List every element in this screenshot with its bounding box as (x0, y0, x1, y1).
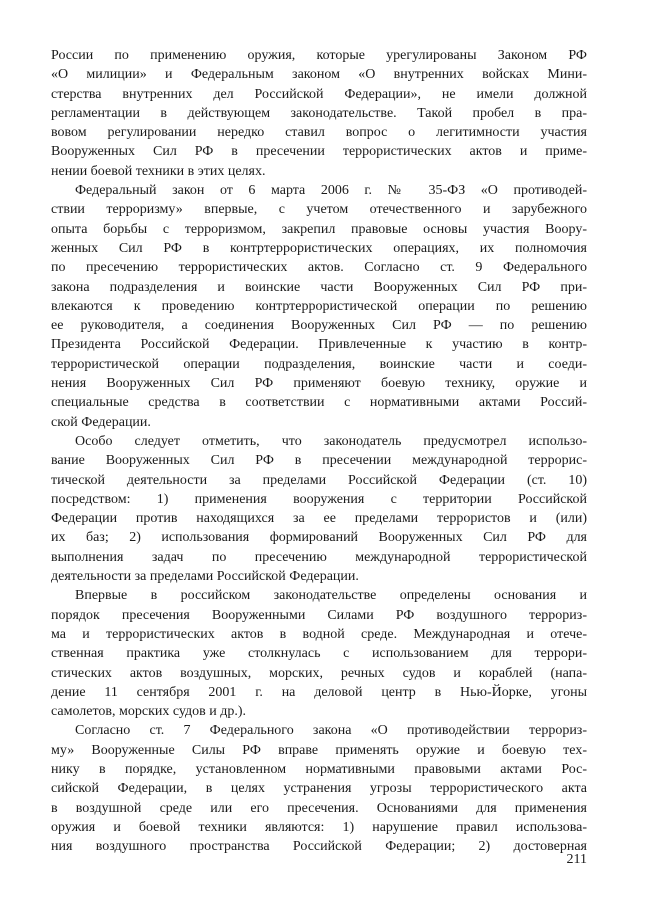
text-line: террористической операции подразделения, воинские части и соеди- (51, 356, 587, 372)
text-line: выполнения задач по пресечению международной террористической (51, 549, 587, 565)
text-line: Федерации против находящихся за ее пределами террористов и (или) (51, 511, 587, 527)
paragraph (51, 586, 587, 721)
text-line: Особо следует отметить, что законодатель предусмотрел использо- (75, 433, 587, 449)
text-line: вовом регулировании нередко ставил вопрос о легитимности участия (51, 125, 587, 141)
text-line: ской Федерации. (51, 414, 151, 430)
text-line: Вооруженных Сил РФ в пресечении террористических актов и приме- (51, 144, 587, 160)
paragraph (51, 721, 587, 856)
text-line: нику в порядке, установленном нормативными правовыми актами Рос- (51, 761, 587, 777)
text-line: их баз; 2) использования формирований Вооруженных Сил РФ для (51, 530, 587, 546)
text-line: тической деятельности за пределами Российской Федерации (ст. 10) (51, 472, 587, 488)
text-line: «О милиции» и Федеральным законом «О внутренних войсках Мини- (51, 67, 587, 83)
paragraph (51, 181, 587, 432)
text-line: стерства внутренних дел Российской Федерации», не имели должной (51, 86, 587, 102)
text-line: опыта борьбы с терроризмом, закрепил правовые основы участия Воору- (51, 221, 587, 237)
text-line: специальные средства в соответствии с нормативными актами Россий- (51, 395, 587, 411)
text-line: нения Вооруженных Сил РФ применяют боевую технику, оружие и (51, 376, 587, 392)
page-number: 211 (566, 852, 587, 867)
text-line: ния воздушного пространства Российской Федерации; 2) достоверная (51, 839, 587, 855)
text-line: нении боевой техники в этих целях. (51, 163, 266, 179)
text-line: регламентации в действующем законодательстве. Такой пробел в пра- (51, 105, 587, 121)
text-line: ее руководителя, а соединения Вооруженных Сил РФ — по решению (51, 318, 587, 334)
text-line: сийской Федерации, в целях устранения угрозы террористического акта (51, 781, 587, 797)
text-line: ственная практика уже столкнулась с использованием для террори- (51, 646, 587, 662)
text-line: самолетов, морских судов и др.). (51, 704, 247, 720)
text-line: России по применению оружия, которые урегулированы Законом РФ (51, 48, 587, 63)
text-line: женных Сил РФ в контртеррористических операциях, их полномочия (51, 240, 587, 256)
text-line: в воздушной среде или его пресечения. Основаниями для применения (51, 800, 587, 816)
text-line: ма и террористических актов в водной среде. Международная и отече- (51, 626, 587, 642)
paragraph (51, 46, 587, 181)
text-line: Согласно ст. 7 Федерального закона «О противодействии террориз- (75, 723, 587, 739)
text-line: вание Вооруженных Сил РФ в пресечении международной террорис- (51, 453, 587, 469)
text-line: Впервые в российском законодательстве определены основания и (75, 588, 587, 604)
text-line: ствии терроризму» впервые, с учетом отечественного и зарубежного (51, 202, 587, 218)
text-line: посредством: 1) применения вооружения с территории Российской (51, 491, 587, 507)
text-line: закона подразделения и воинские части Вооруженных Сил РФ при- (51, 279, 587, 295)
text-line: по пресечению террористических актов. Согласно ст. 9 Федерального (51, 260, 587, 276)
text-line: Президента Российской Федерации. Привлеченные к участию в контр- (51, 337, 587, 353)
text-line: стических актов воздушных, морских, речных судов и кораблей (напа- (51, 665, 587, 681)
text-line: деятельности за пределами Российской Федерации. (51, 569, 359, 585)
text-line: влекаются к проведению контртеррористической операции по решению (51, 298, 587, 314)
text-line: дение 11 сентября 2001 г. на деловой центр в Нью-Йорке, угоны (51, 684, 587, 700)
paragraph (51, 432, 587, 586)
text-line: порядок пресечения Вооруженными Силами РФ воздушного террориз- (51, 607, 587, 623)
text-line: му» Вооруженные Силы РФ вправе применять оружие и боевую тех- (51, 742, 587, 758)
body-text (51, 46, 587, 856)
text-line: Федеральный закон от 6 марта 2006 г. № 35-ФЗ «О противодей- (75, 183, 587, 199)
text-line: оружия и боевой техники являются: 1) нарушение правил использова- (51, 819, 587, 835)
